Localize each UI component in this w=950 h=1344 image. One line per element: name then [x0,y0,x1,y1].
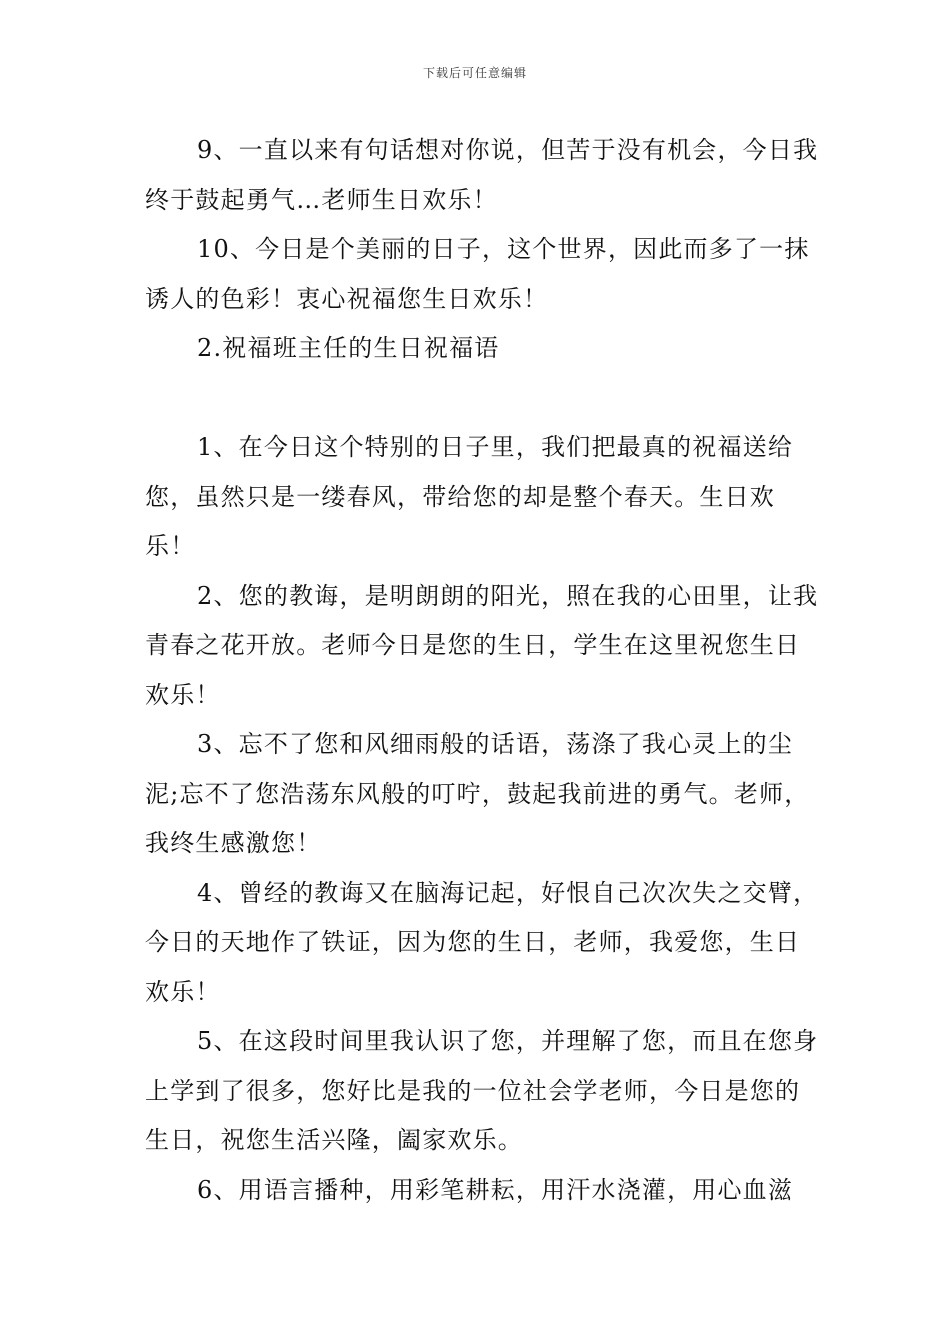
paragraph-wish-2: 2、您的教诲，是明朗朗的阳光，照在我的心田里，让我青春之花开放。老师今日是您的生日，学生在这里祝您生日欢乐！ [145,581,819,709]
blank-line [145,374,825,424]
section-heading: 2.祝福班主任的生日祝福语 [197,334,500,362]
paragraph-wish-9: 9、一直以来有句话想对你说，但苦于没有机会，今日我终于鼓起勇气…老师生日欢乐！ [145,136,819,214]
document-body [145,126,825,1215]
paragraph-wish-4: 4、曾经的教诲又在脑海记起，好恨自己次次失之交臂，今日的天地作了铁证，因为您的生日，老师，我爱您，生日欢乐！ [145,878,819,1006]
paragraph-wish-10: 10、今日是个美丽的日子，这个世界，因此而多了一抹诱人的色彩！衷心祝福您生日欢乐！ [145,235,810,313]
paragraph-wish-5: 5、在这段时间里我认识了您，并理解了您，而且在您身上学到了很多，您好比是我的一位社会学老师，今日是您的生日，祝您生活兴隆，阖家欢乐。 [145,1027,819,1154]
page-header-note: 下载后可任意编辑 [422,66,527,80]
paragraph-wish-1: 1、在今日这个特别的日子里，我们把最真的祝福送给您，虽然只是一缕春风，带给您的却是整个春天。生日欢乐！ [145,433,794,560]
paragraph-wish-3: 3、忘不了您和风细雨般的话语，荡涤了我心灵上的尘泥;忘不了您浩荡东风般的叮咛，鼓起我前进的勇气。老师，我终生感激您！ [145,730,810,857]
paragraph-wish-6: 6、用语言播种，用彩笔耕耘，用汗水浇灌，用心血滋 [197,1175,794,1204]
